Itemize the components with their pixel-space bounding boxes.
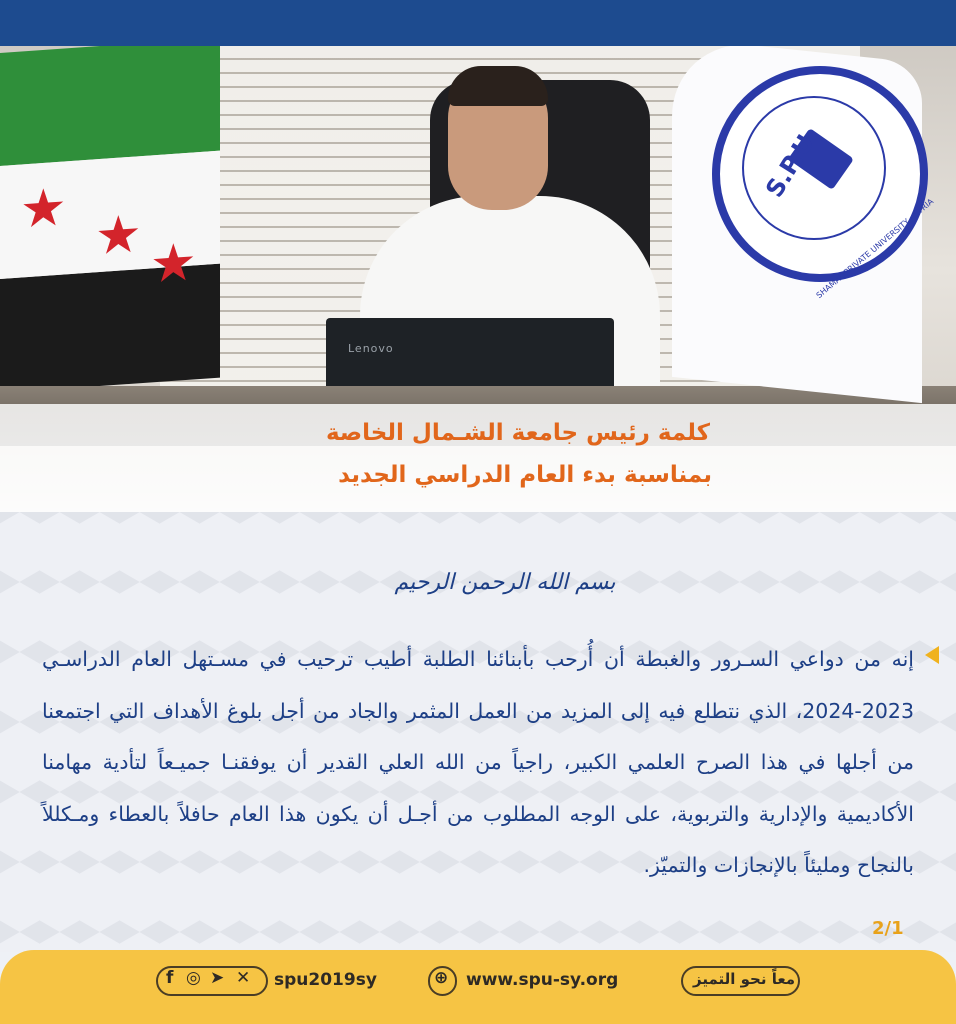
- social-handle[interactable]: spu2019sy: [274, 970, 377, 990]
- president-hair: [448, 66, 548, 106]
- facebook-icon[interactable]: f: [166, 968, 174, 988]
- seal-initials: S.P.U: [760, 129, 821, 203]
- syrian-revolution-flag: [0, 46, 220, 394]
- instagram-icon[interactable]: ◎: [186, 968, 201, 988]
- title-line-1: كلمة رئيس جامعة الشـمال الخاصة: [325, 420, 710, 446]
- page-indicator: 2/1: [872, 918, 904, 939]
- red-star-icon: ★: [150, 232, 197, 296]
- x-icon[interactable]: ✕: [236, 968, 251, 988]
- website-link[interactable]: www.spu-sy.org: [466, 970, 619, 990]
- basmala: بسم الله الرحمن الرحيم: [394, 570, 616, 595]
- globe-icon: ⊕: [434, 968, 449, 988]
- telegram-icon[interactable]: ➤: [210, 968, 225, 988]
- speech-paragraph: إنه من دواعي السـرور والغبطة أن أُرحب بأبنائنا الطلبة أطيب ترحيب في مسـتهل العام الدراسـي 2023-2024، الذي نتطلع فيه إلى المزيد من العمل المثمر والجاد من أجل بلوغ الأهداف التي اجتمعنا من أجلها في هذا الصرح العلمي الكبير، راجياً من الله العلي القدير أن يوفقنـا جميـعاً لتأدية مهامنا الأكاديمية والإدارية والتربوية، على الوجه المطلوب من أجـل أن يكون هذا العام حافلاً بالعطاء ومـكللاً بالنجاح ومليئاً بالإنجازات والتميّز.: [42, 647, 914, 877]
- bullet-arrow-icon: [925, 646, 939, 664]
- seal-ring-text: SHAMAL PRIVATE UNIVERSITY - SYRIA: [814, 196, 936, 301]
- slogan-text: معاً نحو التميز: [693, 970, 796, 988]
- laptop-brand: Lenovo: [348, 342, 394, 355]
- title-line-2: بمناسبة بدء العام الدراسي الجديد: [338, 462, 712, 488]
- top-bar: [0, 0, 956, 46]
- university-seal-logo: [712, 66, 936, 301]
- red-star-icon: ★: [20, 177, 67, 241]
- red-star-icon: ★: [95, 204, 142, 268]
